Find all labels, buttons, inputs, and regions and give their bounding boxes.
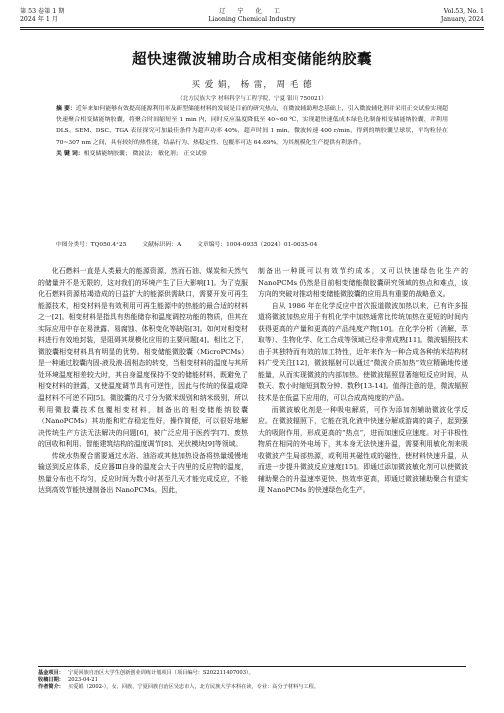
- body-paragraph: 化石燃料一直是人类最大的能源资源，然而石油、煤炭和天然气的储量并不是无限的，这对我们的环境产生了巨大影响[1]。为了克服化石燃料资源枯竭造成的日益扩大的能源供需缺口，需要开发可再生能源技术，相变材料是有效利用可再生能源中的热能的最合适的材料之一[2]。相变材料是指具有热能储存和温度调控功能的物质，但其在实际应用中存在易泄露、易腐蚀、体积变化等缺陷[3]。如何对相变材料进行有效地封装，是阻碍其规模化应用的主要问题[4]。相比之下，微胶囊相变材料具有明显的优势。相变储能微胶囊（MicroPCMs）是一种通过胶囊内固-液及液-固相态的转变，当相变材料的温度与其所处环境温度相差较大时，其自身温度保持不变的储能材料，既避免了相变材料的泄露，又使温度调节具有可逆性，因此与传统的保温或降温材料不可逆不同[5]。微胶囊的尺寸分为微米级别和纳米级别，所以利用微胶囊技术包覆相变材料，制备出的相变储能纳胶囊（NanoPCMs）其功能和贮存稳定性好，操作简便，可以很好地解决传统生产方法无法解决的问题[6]，被广泛应用于医药学[7]、废热的回收和利用、智能建筑结构的温度调节[8]、光伏模块[9]等领域。: [38, 267, 248, 449]
- body-paragraph: 而微波敏化剂是一种吸电解质，可作为添加剂辅助微波化学反应。在微波辐照下，它能在乳化液中快速分解或游离的离子，起到强大的吸附作用，形成更高的“热点”，进而加速反应速度。对于非极性物质在相同的外电场下，其本身无法快速升温，需要利用敏化剂来吸收微波产生局部热源，或利用其磁性或的磁性，使材料快速升温，从而进一步提升微波反应速度[15]。即通过添加微波敏化剂可以使微波辅助聚合的升温速率更快、热效率更高，即通过微波辅助聚合有望实现 NanoPCMs 的快速绿色化生产。: [258, 405, 468, 495]
- author-list: 买 爱 娟， 杨 雷， 周 毛 德: [191, 80, 313, 90]
- volume-cn: 第 53 卷第 1 期: [20, 8, 65, 15]
- header-rule-2: [20, 29, 484, 30]
- footnote-author-bio: 作者简介： 买爱娟（2002-），女，回族，宁夏回族自治区吴忠市人，北方民族大学本科在读，专业：高分子材料与工程。: [38, 684, 319, 691]
- keywords-text: 相变储能纳胶囊； 微波法； 敏化剂； 正交试验: [83, 150, 208, 157]
- header-center: [20, 8, 484, 24]
- journal-en: Liaoning Chemical Industry: [208, 16, 296, 23]
- body-paragraph: 自从 1986 年在化学反应中首次报道微波加热以来，已有许多报道将微波加热应用于有机化学中加热通常比传统加热在更短的时间内获得更高的产量和更高的产品纯度产物[10]。在化学分析（消解、萃取等）、生物化学、化工合成等领域已经非常成熟[11]。微波辐照技术由于其独特而有效的加工特性，近年来作为一种合成各种纳米结构材料广受关注[12]，微波辐射可以通过“微波介质加热”效应精确地传递能量，从而实现微波的内部加热。使微波辐照显著缩短反应时间，从数天、数小时缩短到数分钟、数秒[13-14]。值得注意的是，微波辐照技术是在低温下应用的，可以合成高纯度的产品。: [258, 301, 468, 403]
- date-cn: 2024 年 1 月: [20, 16, 58, 23]
- keywords-label: 关 键 词：: [56, 150, 84, 157]
- body-column-right: [258, 266, 468, 497]
- article-number: 文章编号：1004-0935（2024）01-0035-04: [197, 242, 318, 248]
- body-paragraph: 传统水热聚合需要通过水浴、油浴或其他加热设备将热量缓慢地输送到反应体系，反应器Ⅲ自身的温度会大于内里的反应物的温度，热量分布也不均匀，反应时间为数小时甚至几天才能完成反应，不能达到高效节能快速制备出 NanoPCMs。因此，: [38, 451, 248, 495]
- abstract-label: 摘 要：: [56, 106, 76, 112]
- clc-number: 中图分类号：TQ050.4⁺25: [56, 242, 127, 248]
- footnote-funding: 基金项目： 宁夏回族自治区大学生创新创业训练计划项目（项目编号：S202211407003）。: [38, 670, 254, 676]
- body-paragraph: 制备出一种既可以有效节约成本，又可以快速绿色化生产的 NanoPCMs 仍然是目前相变储能微胶囊研究领域的热点和难点，该方向的突破对推动相变储能微胶囊的应用具有重要的战略意义。: [258, 267, 468, 299]
- volume-en: Vol.53, No. 1: [443, 8, 484, 15]
- affiliation: （北方民族大学 材料科学与工程学院，宁夏 银川 750021）: [177, 96, 327, 102]
- document-code: 文献标识码：A: [142, 242, 182, 248]
- header-right: [441, 8, 484, 24]
- abstract-text: 近年来如何能够有效提高能源利用率及新型储能材料的发展是目前的研究热点，在微波辅助理念基础上，引入微波辅化剂并采用正交试验实现超快速聚合相变储能纳胶囊，将聚合时间缩短至 1 min 内，同时反应温度降低至 40~60 ℃，实现超快速低成本绿色化制备相变储能纳胶囊，并利用 DLS、SEM、DSC、TGA 表征探究可加最佳条件为超声功率 40%，超声时间 1 min，微波转速 400 r/min，得到的纳胶囊呈球状，平均粒径在 70~307 nm 之间，具有较好的热性能，结晶行为、热稳定性、包覆率可达 64.69%，为其规模化生产提供有利条件。: [56, 106, 448, 146]
- journal-cn: 辽 宁 化 工: [219, 8, 285, 15]
- paper-title: 超快速微波辅助合成相变储能纳胶囊: [132, 52, 372, 68]
- abstract-block: [56, 104, 448, 160]
- body-column-left: [38, 266, 248, 497]
- footnote-received: 收稿日期： 2023-04-21: [38, 677, 98, 684]
- footnotes: [38, 670, 466, 692]
- footnote-rule: [38, 666, 466, 667]
- classification-line: [56, 241, 448, 250]
- date-en: January, 2024: [440, 16, 484, 23]
- header-rule: [20, 27, 484, 28]
- running-header: [20, 8, 484, 26]
